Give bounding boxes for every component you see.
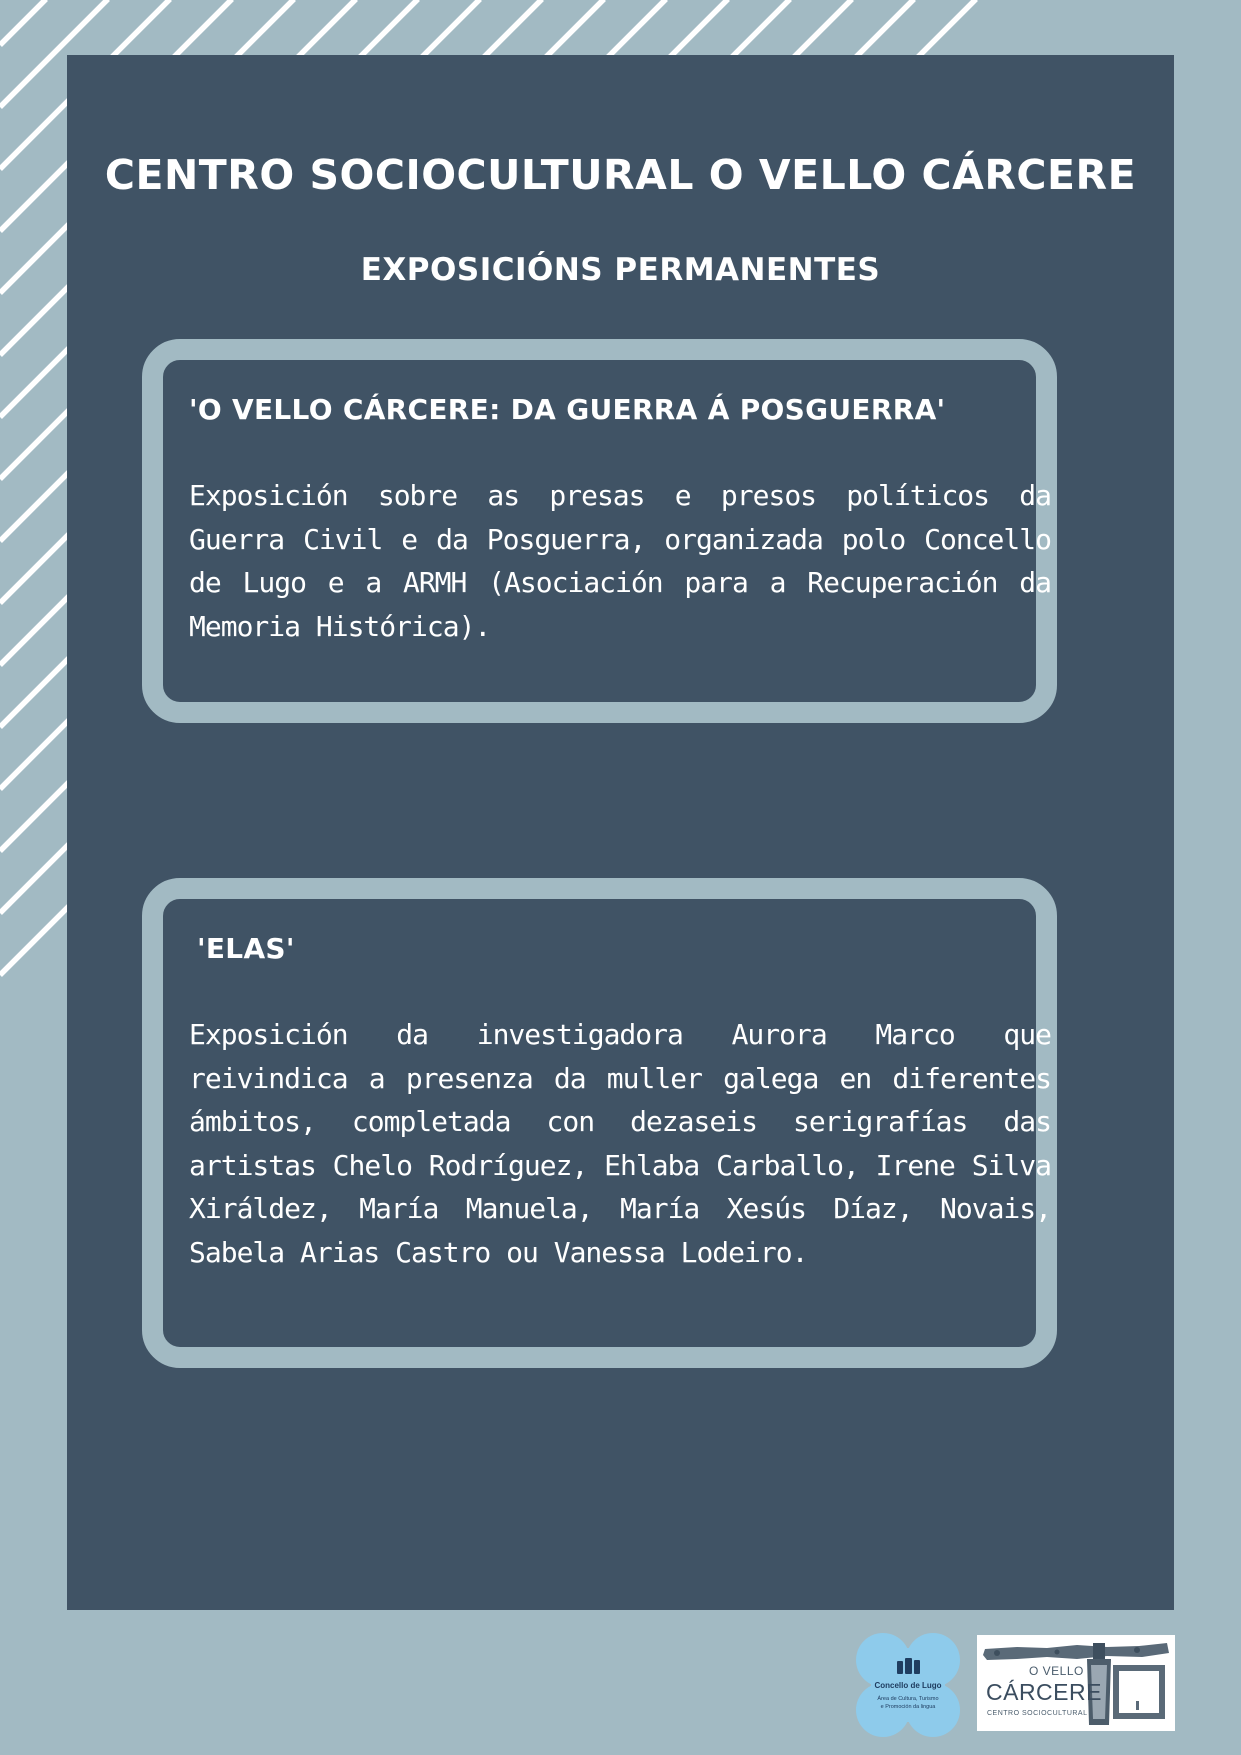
o-vello-carcere-logo (977, 1635, 1175, 1731)
concello-de-lugo-logo (856, 1633, 960, 1737)
carcere-logo-line3: CENTRO SOCIOCULTURAL (987, 1710, 1088, 1717)
exhibition-description: Exposición da investigadora Aurora Marco que reivindica a presenza da muller galega en diferentes ámbitos, completada con dezaseis serigrafías das artistas Chelo Rodríguez, Ehlaba Carballo, Irene Silva Xiráldez, María Manuela, María Xesús Díaz, Novais, Sabela Arias Castro ou Vanessa Lodeiro. (189, 1018, 1051, 1269)
exhibition-title: 'ELAS' (197, 932, 295, 965)
exhibition-card-elas (142, 878, 1057, 1368)
lugo-logo-subtitle-line: e Promoción da lingua (880, 1704, 936, 1710)
content-panel (67, 55, 1174, 1610)
exhibition-description: Exposición sobre as presas e presos políticos da Guerra Civil e da Posguerra, organizada polo Concello de Lugo e a ARMH (Asociación para a Recuperación da Memoria Histórica). (189, 479, 1051, 643)
lugo-towers-icon (896, 1655, 922, 1675)
carcere-logo-line1: O VELLO (1029, 1664, 1084, 1678)
lugo-logo-subtitle (866, 1695, 950, 1711)
lugo-logo-name: Concello de Lugo (874, 1681, 942, 1690)
page-subtitle: EXPOSICIÓNS PERMANENTES (360, 252, 881, 288)
page-title: CENTRO SOCIOCULTURAL O VELLO CÁRCERE (104, 151, 1137, 199)
lugo-logo-subtitle-line: Área de Cultura, Turismo (877, 1696, 939, 1702)
carcere-logo-line2: CÁRCERE (986, 1679, 1102, 1705)
exhibition-card-guerra-posguerra (142, 339, 1057, 723)
exhibition-title: 'O VELLO CÁRCERE: DA GUERRA Á POSGUERRA' (189, 393, 946, 426)
